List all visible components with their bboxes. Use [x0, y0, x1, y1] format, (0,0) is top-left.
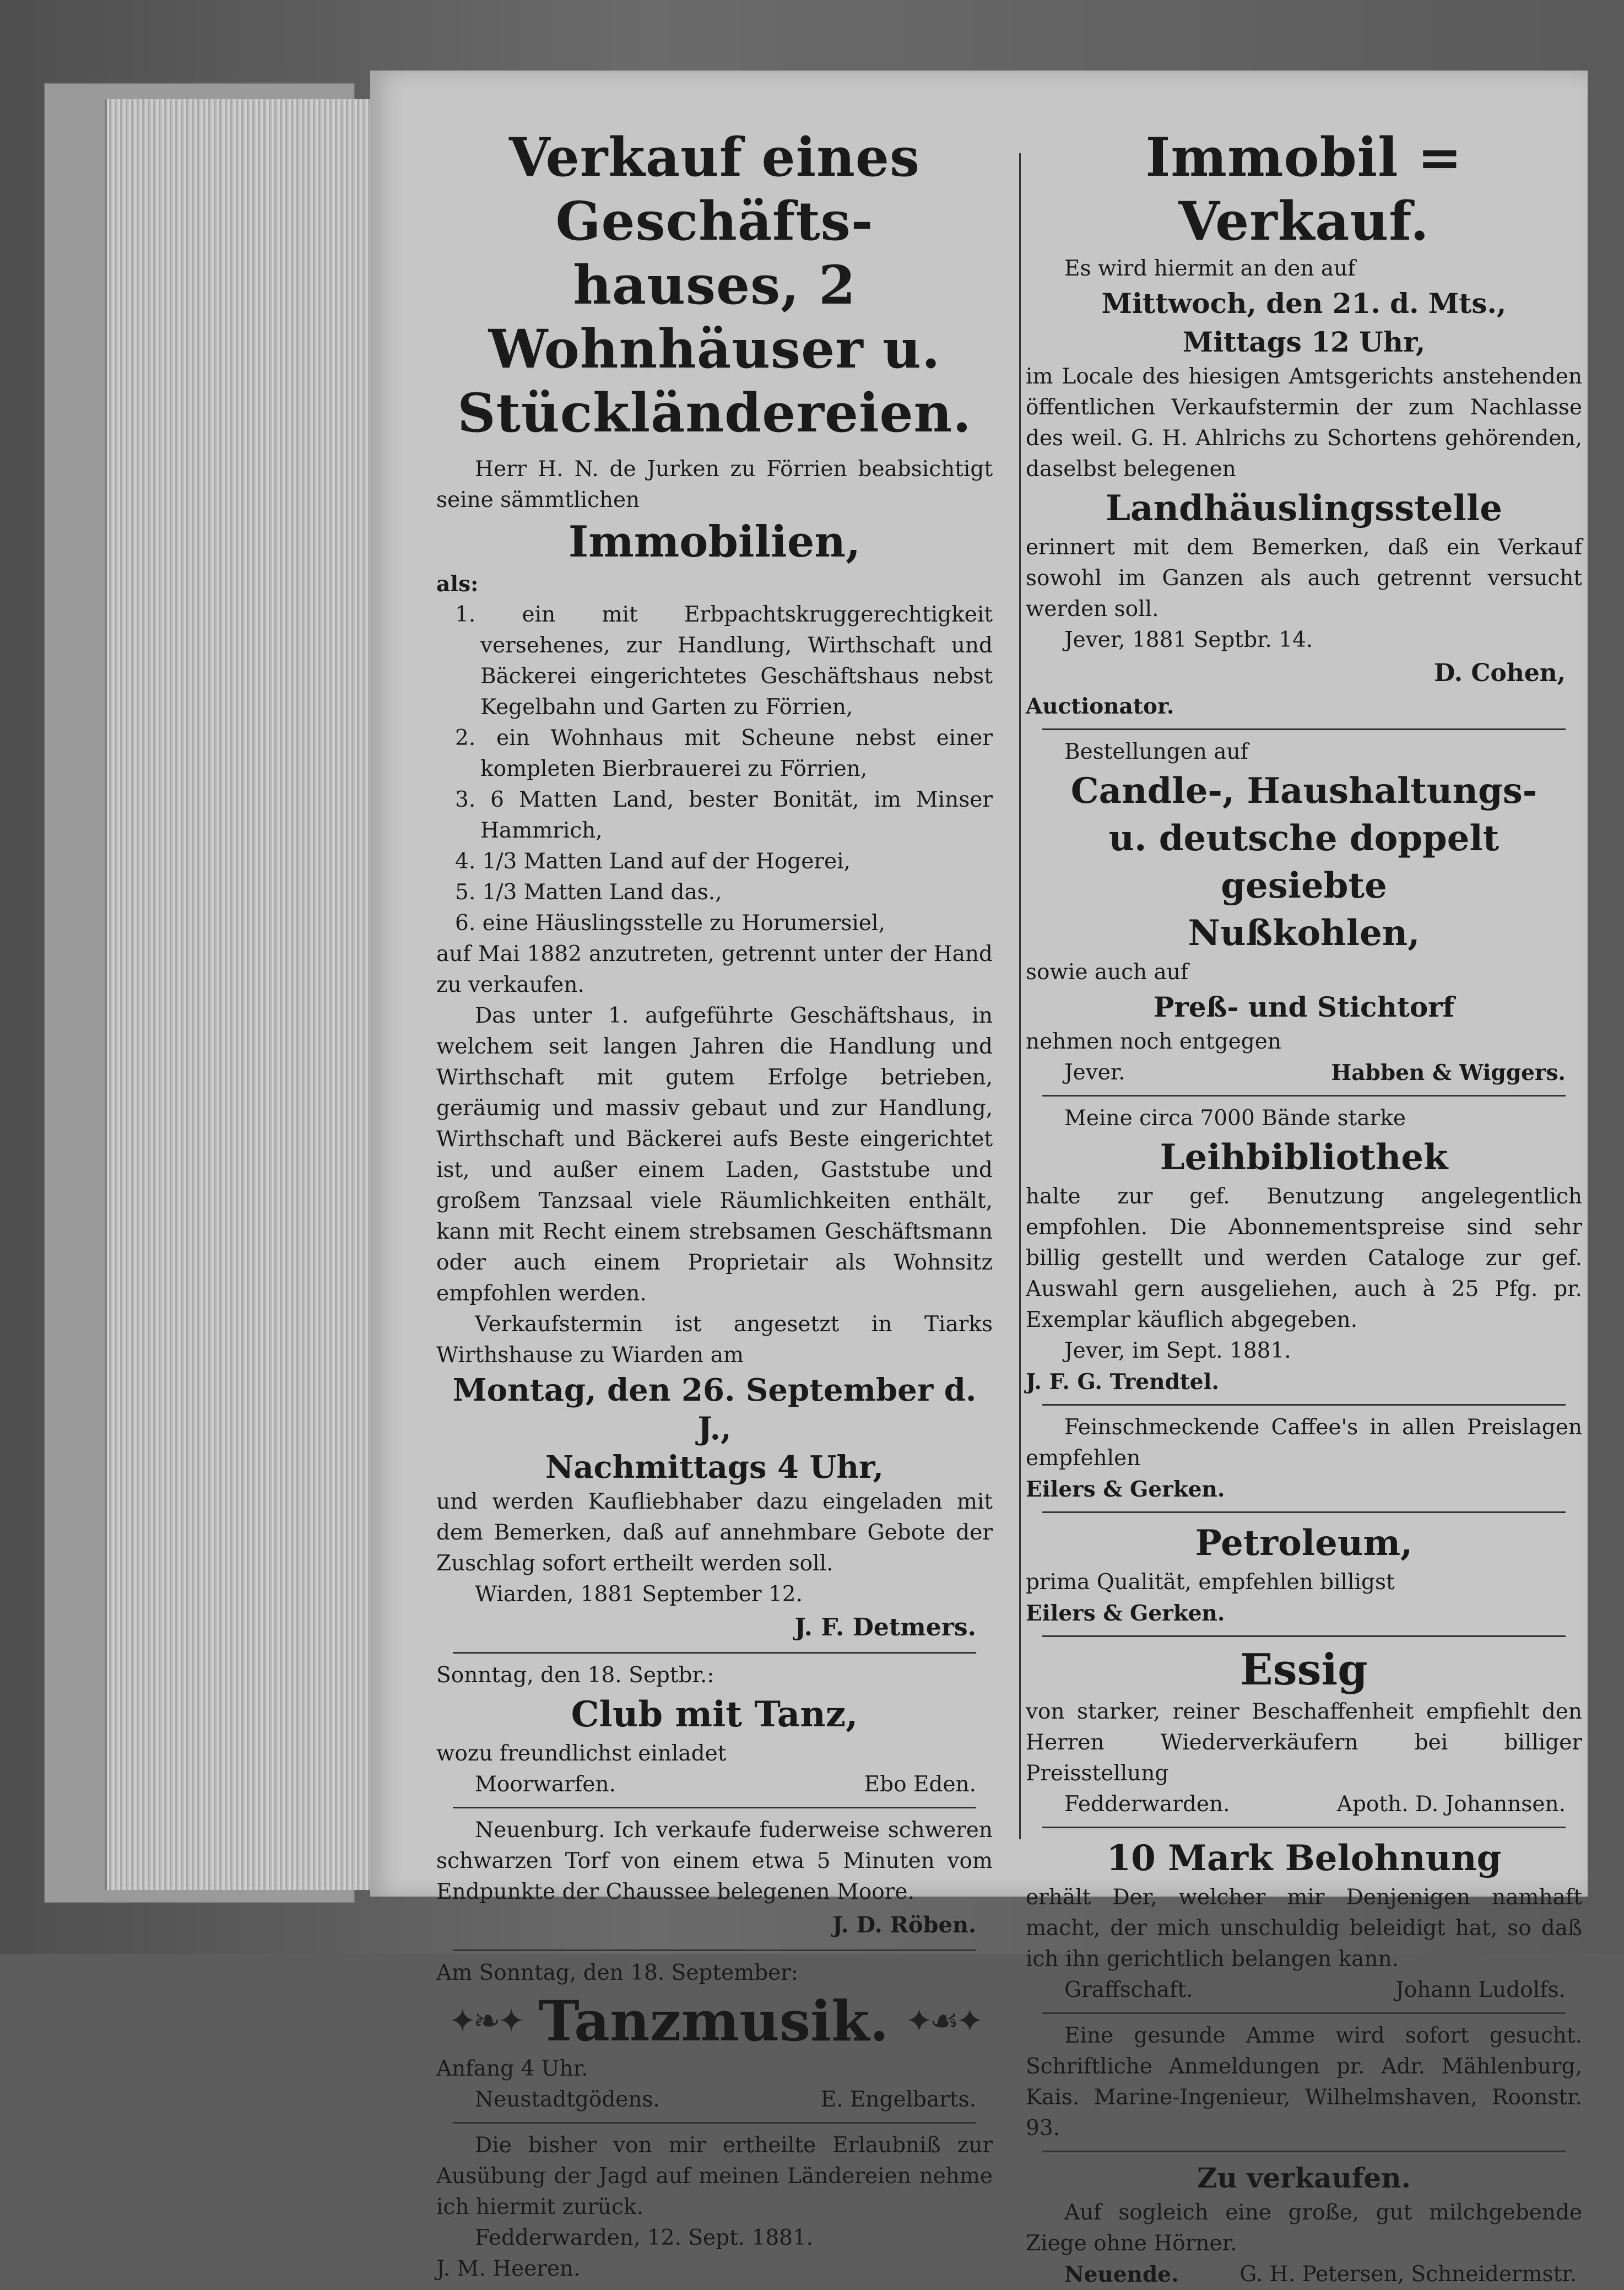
ad-text: Die bisher von mir ertheilte Erlaubniß zur Ausübung der Jagd auf meinen Ländereien nehme ich hiermit zurück. — [436, 2133, 993, 2219]
newspaper-page — [370, 71, 1588, 2287]
right-column — [1026, 126, 1582, 2290]
ad-divider — [1042, 1827, 1566, 1828]
ad-text: Das unter 1. aufgeführte Geschäftshaus, in welchem seit langen Jahren die Handlung und Wirthschaft mit gutem Erfolge betrieben, geräumig und massiv gebaut und zur Handlung, Wirthschaft und Bäckerei aufs Beste eingerichtet ist, und außer einem Laden, Gaststube und großem Tanzsaal viele Räumlichkeiten enthält, kann mit Recht einem strebsamen Geschäftsmann oder auch einem Proprietair als Wohnsitz empfohlen werden. — [436, 1003, 993, 1306]
ad-title: Immobil = Verkauf. — [1145, 126, 1463, 252]
ad-heading: Leihbibliothek — [1160, 1137, 1448, 1178]
ad-text: sowie auch auf — [1026, 960, 1189, 985]
ad-tanzmusik — [436, 1958, 993, 2115]
ad-place-date: Wiarden, 1881 September 12. — [475, 1582, 803, 1607]
ad-petroleum — [1026, 1520, 1582, 1629]
ad-kohlen — [1026, 737, 1582, 1088]
ornament-icon: ✦❧✦ — [448, 2002, 522, 2040]
ad-place: Moorwarfen. — [475, 1772, 616, 1797]
ad-place-date: Fedderwarden, 12. Sept. 1881. — [475, 2226, 814, 2250]
ad-title: Stückländereien. — [457, 382, 972, 444]
ad-belohnung — [1026, 1835, 1582, 2006]
ad-text: erinnert mit dem Bemerken, daß ein Verkauf sowohl im Ganzen als auch getrennt versucht werden soll. — [1026, 535, 1582, 622]
ad-signature: G. H. Petersen, Schneidermstr. — [1239, 2262, 1577, 2287]
ad-text: prima Qualität, empfehlen billigst — [1026, 1570, 1395, 1595]
ad-heading: Club mit Tanz, — [571, 1694, 858, 1735]
ad-leihbibliothek — [1026, 1103, 1582, 1397]
ad-zu-verkaufen — [1026, 2159, 1582, 2290]
ad-text: und werden Kaufliebhaber dazu eingeladen mit dem Bemerken, daß auf annehmbare Gebote der Zuschlag sofort ertheilt werden soll. — [436, 1489, 993, 1576]
ad-divider — [1042, 1511, 1566, 1513]
ad-heading: Tanzmusik. — [538, 1989, 889, 2054]
ad-date: Montag, den 26. September d. J., — [452, 1372, 977, 1447]
ad-place: Neuende. — [1064, 2262, 1179, 2287]
book-page-edges — [105, 99, 377, 1890]
ad-text: Bestellungen auf — [1064, 739, 1249, 764]
ad-signature: Eilers & Gerken. — [1026, 1601, 1225, 1626]
ad-text: wozu freundlichst einladet — [436, 1741, 727, 1766]
list-item: 1. ein mit Erbpachtskruggerechtigkeit versehenes, zur Handlung, Wirthschaft und Bäckerei eingerichtetes Geschäftshaus nebst Kegelbahn und Garten zu Förrien, — [455, 602, 993, 720]
list-item: 3. 6 Matten Land, bester Bonität, im Minser Hammrich, — [455, 787, 993, 843]
column-divider — [1019, 153, 1021, 1839]
ad-text: Es wird hiermit an den auf — [1064, 256, 1356, 281]
left-column — [436, 126, 993, 2284]
ad-date: Mittwoch, den 21. d. Mts., — [1101, 287, 1507, 320]
ad-place: Neustadtgödens. — [475, 2087, 660, 2112]
ad-text: Meine circa 7000 Bände starke — [1064, 1106, 1406, 1131]
ad-text: im Locale des hiesigen Amtsgerichts anstehenden öffentlichen Verkaufstermin der zum Nachlasse des weil. G. H. Ahlrichs zu Schortens gehörenden, daselbst belegenen — [1026, 364, 1582, 482]
ad-text: nehmen noch entgegen — [1026, 1029, 1281, 1054]
ad-text: auf Mai 1882 anzutreten, getrennt unter der Hand zu verkaufen. — [436, 942, 993, 997]
ad-divider — [453, 1949, 976, 1951]
ad-caffee — [1026, 1412, 1582, 1505]
ad-text: Sonntag, den 18. Septbr.: — [436, 1663, 714, 1688]
ad-time: Nachmittags 4 Uhr, — [545, 1449, 884, 1486]
ad-text: Herr H. N. de Jurken zu Förrien beabsichtigt seine sämmtlichen — [436, 457, 993, 512]
ad-text: erhält Der, welcher mir Denjenigen namhaft macht, der mich unschuldig beleidigt hat, so daß ich ihn gerichtlich belangen kann. — [1026, 1885, 1582, 1972]
ad-club-mit-tanz — [436, 1660, 993, 1800]
ad-divider — [1042, 1635, 1566, 1637]
ad-signature: Apoth. D. Johannsen. — [1336, 1792, 1566, 1817]
ad-geschaeftshaus — [436, 126, 993, 1645]
ad-divider — [1042, 2151, 1566, 2152]
ad-heading: Candle-, Haushaltungs- — [1070, 770, 1538, 812]
ad-place-date: Jever, 1881 Septbr. 14. — [1064, 628, 1313, 652]
ad-heading: Essig — [1240, 1645, 1368, 1695]
ad-essig — [1026, 1644, 1582, 1820]
ad-torf — [436, 1815, 993, 1943]
ad-divider — [1042, 728, 1566, 730]
ad-title: Verkauf eines Geschäfts- — [508, 126, 921, 252]
ad-heading: Landhäuslingsstelle — [1106, 488, 1502, 529]
ad-divider — [453, 1807, 976, 1808]
ad-signature: J. F. Detmers. — [794, 1613, 976, 1641]
list-item: 2. ein Wohnhaus mit Scheune nebst einer kompleten Bierbrauerei zu Förrien, — [455, 726, 993, 781]
ad-place: Graffschaft. — [1064, 1978, 1193, 2002]
list-item: 6. eine Häuslingsstelle zu Horumersiel, — [455, 911, 885, 936]
ad-title: hauses, 2 Wohnhäuser u. — [488, 254, 941, 380]
ad-divider — [453, 1652, 976, 1654]
ad-heading: Petroleum, — [1195, 1522, 1413, 1564]
ad-signature: D. Cohen, — [1434, 659, 1566, 687]
ad-heading: Preß- und Stichtorf — [1153, 991, 1455, 1023]
list-item: 5. 1/3 Matten Land das., — [455, 880, 722, 905]
ad-text: Anfang 4 Uhr. — [436, 2056, 588, 2081]
ad-signature: Habben & Wiggers. — [1331, 1060, 1566, 1085]
ad-place-date: Jever, im Sept. 1881. — [1064, 1338, 1291, 1363]
ad-heading: Nußkohlen, — [1188, 912, 1420, 954]
ad-role: Auctionator. — [1026, 694, 1174, 719]
ad-divider — [453, 2122, 976, 2124]
ad-text: Feinschmeckende Caffee's in allen Preislagen empfehlen — [1026, 1415, 1582, 1471]
ad-signature: Ebo Eden. — [864, 1772, 976, 1797]
ornament-icon: ✦☙✦ — [905, 2002, 981, 2040]
ad-time: Mittags 12 Uhr, — [1182, 326, 1426, 358]
ad-heading: u. deutsche doppelt gesiebte — [1108, 818, 1500, 906]
ad-text: als: — [436, 571, 479, 597]
ad-text: von starker, reiner Beschaffenheit empfiehlt den Herren Wiederverkäufern bei billiger Preisstellung — [1026, 1699, 1582, 1786]
ad-place: Jever. — [1064, 1060, 1125, 1085]
ad-divider — [1042, 1404, 1566, 1406]
ad-signature: Eilers & Gerken. — [1026, 1477, 1225, 1502]
ad-immobil-verkauf — [1026, 126, 1582, 722]
ad-amme — [1026, 2021, 1582, 2144]
ad-heading: Zu verkaufen. — [1197, 2162, 1411, 2194]
ad-text: halte zur gef. Benutzung angelegentlich empfohlen. Die Abonnementspreise sind sehr billig gestellt und werden Cataloge zur gef. Auswahl gern ausgeliehen, auch à 25 Pfg. pr. Exemplar käuflich abgegeben. — [1026, 1184, 1582, 1332]
ad-signature: J. F. G. Trendtel. — [1026, 1369, 1219, 1395]
list-item: 4. 1/3 Matten Land auf der Hogerei, — [455, 849, 851, 874]
ad-place: Fedderwarden. — [1064, 1792, 1230, 1817]
ad-divider — [1042, 1095, 1566, 1097]
ad-heading: Immobilien, — [568, 517, 861, 567]
ad-signature: Johann Ludolfs. — [1395, 1978, 1566, 2002]
ad-signature: E. Engelbarts. — [820, 2087, 976, 2112]
ad-divider — [1042, 2012, 1566, 2014]
ad-signature: J. M. Heeren. — [436, 2256, 581, 2281]
ad-signature: J. D. Röben. — [832, 1912, 976, 1938]
ad-text: Verkaufstermin ist angesetzt in Tiarks Wirthshause zu Wiarden am — [436, 1312, 993, 1368]
ad-text: Am Sonntag, den 18. September: — [436, 1960, 798, 1985]
ad-jagd — [436, 2130, 993, 2284]
ad-text: Eine gesunde Amme wird sofort gesucht. Schriftliche Anmeldungen pr. Adr. Mählenburg, Kais. Marine-Ingenieur, Wilhelmshaven, Roonstr. 93. — [1026, 2023, 1582, 2141]
ad-heading: 10 Mark Belohnung — [1106, 1838, 1502, 1879]
ad-text: Auf sogleich eine große, gut milchgebende Ziege ohne Hörner. — [1026, 2200, 1582, 2256]
ad-text: Neuenburg. Ich verkaufe fuderweise schweren schwarzen Torf von einem etwa 5 Minuten vom Endpunkte der Chaussee belegenen Moore. — [436, 1818, 993, 1904]
